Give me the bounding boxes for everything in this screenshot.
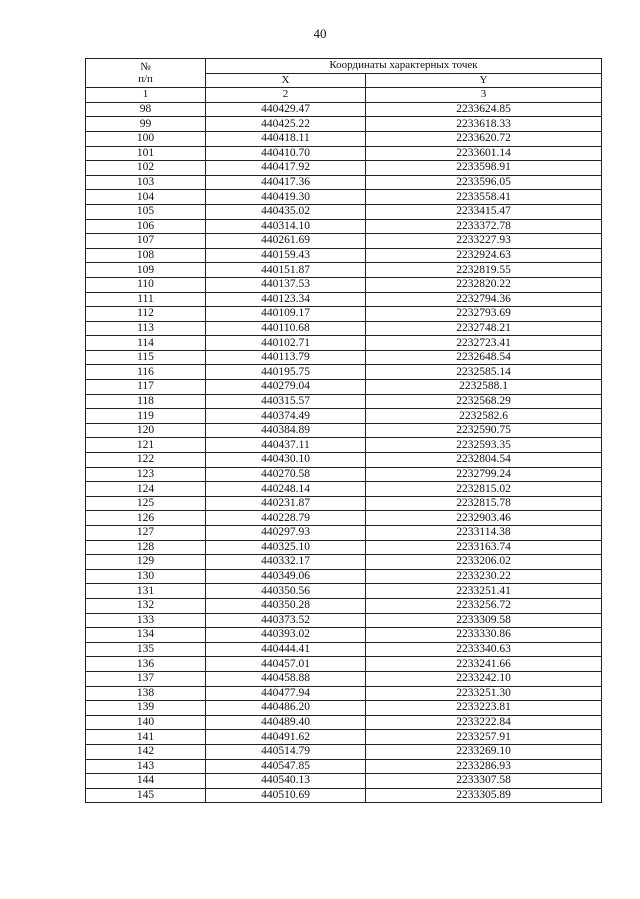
point-number-cell: 113 [86, 321, 206, 336]
point-number-cell: 127 [86, 526, 206, 541]
header-number-cell [86, 59, 206, 88]
point-number-cell: 143 [86, 759, 206, 774]
x-coordinate-cell: 440458.88 [206, 671, 366, 686]
y-coordinate-cell: 2233307.58 [366, 774, 602, 789]
x-coordinate-cell: 440137.53 [206, 277, 366, 292]
y-coordinate-cell: 2233227.93 [366, 234, 602, 249]
x-coordinate-cell: 440123.34 [206, 292, 366, 307]
y-coordinate-cell: 2233309.58 [366, 613, 602, 628]
y-coordinate-cell: 2232815.78 [366, 496, 602, 511]
y-coordinate-cell: 2232804.54 [366, 453, 602, 468]
table-row [86, 526, 602, 541]
x-coordinate-cell: 440491.62 [206, 730, 366, 745]
table-row [86, 175, 602, 190]
y-coordinate-cell: 2232648.54 [366, 350, 602, 365]
header-y-label: Y [366, 73, 602, 88]
x-coordinate-cell: 440417.36 [206, 175, 366, 190]
y-coordinate-cell: 2233163.74 [366, 540, 602, 555]
x-coordinate-cell: 440228.79 [206, 511, 366, 526]
point-number-cell: 105 [86, 204, 206, 219]
y-coordinate-cell: 2232799.24 [366, 467, 602, 482]
y-coordinate-cell: 2233372.78 [366, 219, 602, 234]
point-number-cell: 136 [86, 657, 206, 672]
table-row [86, 409, 602, 424]
y-coordinate-cell: 2232723.41 [366, 336, 602, 351]
x-coordinate-cell: 440430.10 [206, 453, 366, 468]
x-coordinate-cell: 440486.20 [206, 701, 366, 716]
point-number-cell: 114 [86, 336, 206, 351]
table-row [86, 307, 602, 322]
x-coordinate-cell: 440102.71 [206, 336, 366, 351]
page-number: 40 [313, 26, 327, 41]
y-coordinate-cell: 2233415.47 [366, 204, 602, 219]
table-row [86, 774, 602, 789]
table-row [86, 423, 602, 438]
y-coordinate-cell: 2232590.75 [366, 423, 602, 438]
x-coordinate-cell: 440113.79 [206, 350, 366, 365]
point-number-cell: 131 [86, 584, 206, 599]
x-coordinate-cell: 440261.69 [206, 234, 366, 249]
y-coordinate-cell: 2233251.41 [366, 584, 602, 599]
y-coordinate-cell: 2233251.30 [366, 686, 602, 701]
table-row [86, 234, 602, 249]
point-number-cell: 137 [86, 671, 206, 686]
point-number-cell: 115 [86, 350, 206, 365]
x-coordinate-cell: 440349.06 [206, 569, 366, 584]
point-number-cell: 123 [86, 467, 206, 482]
table-row [86, 598, 602, 613]
point-number-cell: 118 [86, 394, 206, 409]
table-row [86, 671, 602, 686]
table-row [86, 715, 602, 730]
point-number-cell: 108 [86, 248, 206, 263]
point-number-cell: 140 [86, 715, 206, 730]
point-number-cell: 109 [86, 263, 206, 278]
x-coordinate-cell: 440231.87 [206, 496, 366, 511]
x-coordinate-cell: 440195.75 [206, 365, 366, 380]
x-coordinate-cell: 440418.11 [206, 131, 366, 146]
y-coordinate-cell: 2232748.21 [366, 321, 602, 336]
x-coordinate-cell: 440514.79 [206, 744, 366, 759]
header-x-label: X [206, 73, 366, 88]
y-coordinate-cell: 2232903.46 [366, 511, 602, 526]
y-coordinate-cell: 2233286.93 [366, 759, 602, 774]
table-row [86, 248, 602, 263]
table-row [86, 350, 602, 365]
x-coordinate-cell: 440419.30 [206, 190, 366, 205]
y-coordinate-cell: 2233222.84 [366, 715, 602, 730]
y-coordinate-cell: 2233620.72 [366, 131, 602, 146]
table-row [86, 190, 602, 205]
point-number-cell: 130 [86, 569, 206, 584]
y-coordinate-cell: 2233601.14 [366, 146, 602, 161]
y-coordinate-cell: 2232568.29 [366, 394, 602, 409]
table-row [86, 380, 602, 395]
table-row [86, 263, 602, 278]
x-coordinate-cell: 440393.02 [206, 628, 366, 643]
point-number-cell: 101 [86, 146, 206, 161]
y-coordinate-cell: 2232820.22 [366, 277, 602, 292]
table-body [86, 102, 602, 803]
table-row [86, 701, 602, 716]
table-row [86, 569, 602, 584]
table-row [86, 204, 602, 219]
x-coordinate-cell: 440314.10 [206, 219, 366, 234]
point-number-cell: 111 [86, 292, 206, 307]
table-row [86, 102, 602, 117]
point-number-cell: 110 [86, 277, 206, 292]
point-number-cell: 138 [86, 686, 206, 701]
y-coordinate-cell: 2232588.1 [366, 380, 602, 395]
point-number-cell: 116 [86, 365, 206, 380]
header-number-abbrev: п/п [138, 73, 153, 86]
point-number-cell: 124 [86, 482, 206, 497]
x-coordinate-cell: 440315.57 [206, 394, 366, 409]
x-coordinate-cell: 440248.14 [206, 482, 366, 497]
y-coordinate-cell: 2233206.02 [366, 555, 602, 570]
table-row [86, 540, 602, 555]
y-coordinate-cell: 2232585.14 [366, 365, 602, 380]
x-coordinate-cell: 440350.28 [206, 598, 366, 613]
point-number-cell: 125 [86, 496, 206, 511]
coordinates-table [85, 58, 602, 803]
x-coordinate-cell: 440477.94 [206, 686, 366, 701]
table-row [86, 613, 602, 628]
point-number-cell: 121 [86, 438, 206, 453]
point-number-cell: 142 [86, 744, 206, 759]
table-row [86, 788, 602, 803]
x-coordinate-cell: 440151.87 [206, 263, 366, 278]
table-row [86, 146, 602, 161]
table-row [86, 759, 602, 774]
y-coordinate-cell: 2232582.6 [366, 409, 602, 424]
table-row [86, 511, 602, 526]
x-coordinate-cell: 440374.49 [206, 409, 366, 424]
table-row [86, 438, 602, 453]
table-header-row [86, 59, 602, 74]
point-number-cell: 106 [86, 219, 206, 234]
table-row [86, 730, 602, 745]
table-row [86, 277, 602, 292]
table-row [86, 584, 602, 599]
x-coordinate-cell: 440425.22 [206, 117, 366, 132]
x-coordinate-cell: 440547.85 [206, 759, 366, 774]
table-row [86, 321, 602, 336]
table-row [86, 642, 602, 657]
x-coordinate-cell: 440429.47 [206, 102, 366, 117]
y-coordinate-cell: 2232794.36 [366, 292, 602, 307]
table-row [86, 219, 602, 234]
y-coordinate-cell: 2233223.81 [366, 701, 602, 716]
column-number-1: 1 [86, 88, 206, 103]
y-coordinate-cell: 2233624.85 [366, 102, 602, 117]
table-row [86, 686, 602, 701]
column-number-3: 3 [366, 88, 602, 103]
table-row [86, 394, 602, 409]
y-coordinate-cell: 2233305.89 [366, 788, 602, 803]
x-coordinate-cell: 440510.69 [206, 788, 366, 803]
x-coordinate-cell: 440325.10 [206, 540, 366, 555]
point-number-cell: 107 [86, 234, 206, 249]
table-row [86, 628, 602, 643]
y-coordinate-cell: 2233256.72 [366, 598, 602, 613]
point-number-cell: 99 [86, 117, 206, 132]
x-coordinate-cell: 440373.52 [206, 613, 366, 628]
point-number-cell: 122 [86, 453, 206, 468]
point-number-cell: 120 [86, 423, 206, 438]
table-row [86, 657, 602, 672]
table-row [86, 482, 602, 497]
point-number-cell: 103 [86, 175, 206, 190]
table-row [86, 555, 602, 570]
x-coordinate-cell: 440410.70 [206, 146, 366, 161]
table-row [86, 496, 602, 511]
point-number-cell: 145 [86, 788, 206, 803]
table-row [86, 467, 602, 482]
y-coordinate-cell: 2232924.63 [366, 248, 602, 263]
point-number-cell: 134 [86, 628, 206, 643]
point-number-cell: 141 [86, 730, 206, 745]
x-coordinate-cell: 440435.02 [206, 204, 366, 219]
point-number-cell: 129 [86, 555, 206, 570]
y-coordinate-cell: 2233558.41 [366, 190, 602, 205]
point-number-cell: 119 [86, 409, 206, 424]
x-coordinate-cell: 440350.56 [206, 584, 366, 599]
point-number-cell: 132 [86, 598, 206, 613]
y-coordinate-cell: 2233598.91 [366, 161, 602, 176]
table-row [86, 117, 602, 132]
y-coordinate-cell: 2233340.63 [366, 642, 602, 657]
column-number-2: 2 [206, 88, 366, 103]
x-coordinate-cell: 440457.01 [206, 657, 366, 672]
x-coordinate-cell: 440384.89 [206, 423, 366, 438]
point-number-cell: 135 [86, 642, 206, 657]
point-number-cell: 144 [86, 774, 206, 789]
y-coordinate-cell: 2233241.66 [366, 657, 602, 672]
y-coordinate-cell: 2233114.38 [366, 526, 602, 541]
y-coordinate-cell: 2233330.86 [366, 628, 602, 643]
point-number-cell: 104 [86, 190, 206, 205]
y-coordinate-cell: 2233230.22 [366, 569, 602, 584]
table-row [86, 744, 602, 759]
y-coordinate-cell: 2232819.55 [366, 263, 602, 278]
y-coordinate-cell: 2233242.10 [366, 671, 602, 686]
y-coordinate-cell: 2232815.02 [366, 482, 602, 497]
x-coordinate-cell: 440279.04 [206, 380, 366, 395]
point-number-cell: 112 [86, 307, 206, 322]
table-column-numbers-row [86, 88, 602, 103]
y-coordinate-cell: 2233618.33 [366, 117, 602, 132]
table-row [86, 131, 602, 146]
header-number-symbol: № [140, 61, 151, 74]
x-coordinate-cell: 440109.17 [206, 307, 366, 322]
point-number-cell: 126 [86, 511, 206, 526]
x-coordinate-cell: 440297.93 [206, 526, 366, 541]
x-coordinate-cell: 440437.11 [206, 438, 366, 453]
y-coordinate-cell: 2233257.91 [366, 730, 602, 745]
x-coordinate-cell: 440444.41 [206, 642, 366, 657]
header-coordinates-group: Координаты характерных точек [206, 59, 602, 74]
table-row [86, 161, 602, 176]
y-coordinate-cell: 2233269.10 [366, 744, 602, 759]
point-number-cell: 98 [86, 102, 206, 117]
table-row [86, 292, 602, 307]
point-number-cell: 139 [86, 701, 206, 716]
x-coordinate-cell: 440489.40 [206, 715, 366, 730]
x-coordinate-cell: 440417.92 [206, 161, 366, 176]
point-number-cell: 117 [86, 380, 206, 395]
y-coordinate-cell: 2232793.69 [366, 307, 602, 322]
x-coordinate-cell: 440110.68 [206, 321, 366, 336]
point-number-cell: 100 [86, 131, 206, 146]
x-coordinate-cell: 440540.13 [206, 774, 366, 789]
x-coordinate-cell: 440270.58 [206, 467, 366, 482]
x-coordinate-cell: 440332.17 [206, 555, 366, 570]
x-coordinate-cell: 440159.43 [206, 248, 366, 263]
point-number-cell: 133 [86, 613, 206, 628]
point-number-cell: 128 [86, 540, 206, 555]
table-row [86, 336, 602, 351]
table-row [86, 365, 602, 380]
point-number-cell: 102 [86, 161, 206, 176]
y-coordinate-cell: 2233596.05 [366, 175, 602, 190]
y-coordinate-cell: 2232593.35 [366, 438, 602, 453]
table-row [86, 453, 602, 468]
